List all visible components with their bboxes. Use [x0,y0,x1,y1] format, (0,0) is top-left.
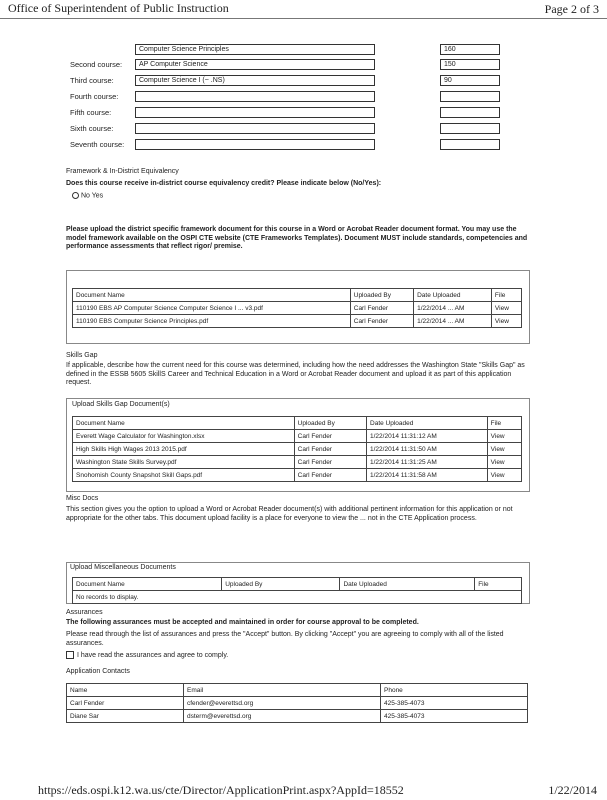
column-header: Phone [381,684,528,697]
empty-message: No records to display. [73,591,522,604]
column-header: Email [184,684,381,697]
framework-documents-table [72,288,522,328]
misc-upload-title: Upload Miscellaneous Documents [70,564,176,571]
assurance-checkbox[interactable] [66,651,74,659]
doc-name: 110190 EBS Computer Science Principles.pdf [73,315,351,328]
column-header: Date Uploaded [414,289,492,302]
view-link[interactable]: View [491,315,521,328]
doc-date: 1/22/2014 11:31:58 AM [367,469,488,482]
header-divider [0,18,607,19]
first-course-hours[interactable]: 160 [440,44,500,55]
page-header-title: Office of Superintendent of Public Instruction [8,1,229,15]
seventh-course-field[interactable] [135,139,375,150]
sixth-course-field[interactable] [135,123,375,134]
seventh-course-hours[interactable] [440,139,500,150]
column-header: Date Uploaded [340,578,475,591]
column-header: Uploaded By [294,417,366,430]
fifth-course-hours[interactable] [440,107,500,118]
doc-uploaded-by: Carl Fender [350,315,413,328]
column-header: Document Name [73,289,351,302]
footer-date: 1/22/2014 [548,783,597,797]
framework-heading: Framework & In-District Equivalency [66,168,179,175]
doc-uploaded-by: Carl Fender [350,302,413,315]
table-header-row [73,578,522,591]
column-header: Name [67,684,184,697]
second-course-field[interactable]: AP Computer Science [135,59,375,70]
second-course-hours[interactable]: 150 [440,59,500,70]
fifth-course-label: Fifth course: [70,108,112,117]
third-course-field[interactable]: Computer Science I (~ .NS) [135,75,375,86]
column-header: File [491,289,521,302]
contact-name: Diane Sar [67,710,184,723]
equivalency-radio-group[interactable] [72,192,103,199]
doc-date: 1/22/2014 ... AM [414,315,492,328]
contact-email[interactable]: cfender@everettsd.org [184,697,381,710]
doc-date: 1/22/2014 11:31:25 AM [367,456,488,469]
doc-name: Snohomish County Snapshot Skill Gaps.pdf [73,469,295,482]
misc-text: This section gives you the option to upload a Word or Acrobat Reader document(s) with additional pertinent information for this application or not appropriate for the other tabs. This document upload facility is a place for everyone to view the ... not in the CTE Application process. [66,506,513,522]
table-row [73,443,522,456]
table-row [67,710,528,723]
framework-upload-instructions: Please upload the district specific framework document for this course in a Word or Acrobat Reader document format. You may use the model framework available on the OSPI CTE website (CTE Frameworks Templates). Document MUST include standards, competencies and performance assessments that reflect rigor/ premise. [66,226,528,250]
column-header: File [487,417,521,430]
contact-phone: 425-385-4073 [381,697,528,710]
skills-gap-heading: Skills Gap [66,352,98,359]
sixth-course-hours[interactable] [440,123,500,134]
view-link[interactable]: View [487,430,521,443]
misc-heading: Misc Docs [66,495,99,502]
assurances-heading: Assurances [66,609,103,616]
column-header: Document Name [73,417,295,430]
doc-date: 1/22/2014 11:31:12 AM [367,430,488,443]
table-row [73,430,522,443]
second-course-label: Second course: [70,60,123,69]
contacts-table [66,683,528,723]
radio-no-icon[interactable] [72,192,79,199]
table-row [67,697,528,710]
doc-name: 110190 EBS AP Computer Science Computer Science I ... v3.pdf [73,302,351,315]
equivalency-answer: No Yes [81,192,104,200]
contact-email[interactable]: dsterm@everettsd.org [184,710,381,723]
table-row [73,315,522,328]
misc-documents-table [72,577,522,604]
doc-uploaded-by: Carl Fender [294,443,366,456]
contact-phone: 425-385-4073 [381,710,528,723]
doc-uploaded-by: Carl Fender [294,469,366,482]
contact-name: Carl Fender [67,697,184,710]
view-link[interactable]: View [491,302,521,315]
skills-gap-text: If applicable, describe how the current need for this course was determined, including how the need addresses the Washington State "Skills Gap" as defined in the ESSB 5605 SkillS Career and Technical Education in a Word or Acrobat Reader document and upload it as part of this application request. [66,362,525,386]
view-link[interactable]: View [487,443,521,456]
table-header-row [67,684,528,697]
seventh-course-label: Seventh course: [70,140,125,149]
third-course-hours[interactable]: 90 [440,75,500,86]
page-number: Page 2 of 3 [544,2,599,16]
fifth-course-field[interactable] [135,107,375,118]
doc-name: Washington State Skills Survey.pdf [73,456,295,469]
column-header: File [475,578,522,591]
table-row [73,456,522,469]
contacts-heading: Application Contacts [66,668,130,675]
column-header: Uploaded By [222,578,340,591]
doc-name: High Skills High Wages 2013 2015.pdf [73,443,295,456]
third-course-label: Third course: [70,76,114,85]
first-course-field[interactable]: Computer Science Principles [135,44,375,55]
assurances-checkbox-row[interactable] [66,651,228,659]
assurances-bold-text: The following assurances must be accepted and maintained in order for course approval to be completed. [66,619,419,626]
column-header: Uploaded By [350,289,413,302]
column-header: Document Name [73,578,222,591]
doc-name: Everett Wage Calculator for Washington.xlsx [73,430,295,443]
doc-uploaded-by: Carl Fender [294,456,366,469]
table-header-row [73,289,522,302]
fourth-course-label: Fourth course: [70,92,119,101]
doc-date: 1/22/2014 ... AM [414,302,492,315]
table-row [73,302,522,315]
sixth-course-label: Sixth course: [70,124,114,133]
table-header-row [73,417,522,430]
skills-gap-documents-table [72,416,522,482]
doc-date: 1/22/2014 11:31:50 AM [367,443,488,456]
table-row [73,469,522,482]
assurance-checkbox-label: I have read the assurances and agree to comply. [77,651,229,659]
table-row [73,591,522,604]
equivalency-question: Does this course receive in-district course equivalency credit? Please indicate below (No/Yes): [66,180,382,187]
fourth-course-hours[interactable] [440,91,500,102]
view-link[interactable]: View [487,456,521,469]
skills-gap-upload-title: Upload Skills Gap Document(s) [72,401,170,408]
fourth-course-field[interactable] [135,91,375,102]
doc-uploaded-by: Carl Fender [294,430,366,443]
view-link[interactable]: View [487,469,521,482]
assurances-text: Please read through the list of assurances and press the "Accept" button. By clicking "Accept" you are agreeing to comply with all of the listed assurances. [66,631,504,647]
column-header: Date Uploaded [367,417,488,430]
footer-url: https://eds.ospi.k12.wa.us/cte/Director/ApplicationPrint.aspx?AppId=18552 [38,783,404,797]
